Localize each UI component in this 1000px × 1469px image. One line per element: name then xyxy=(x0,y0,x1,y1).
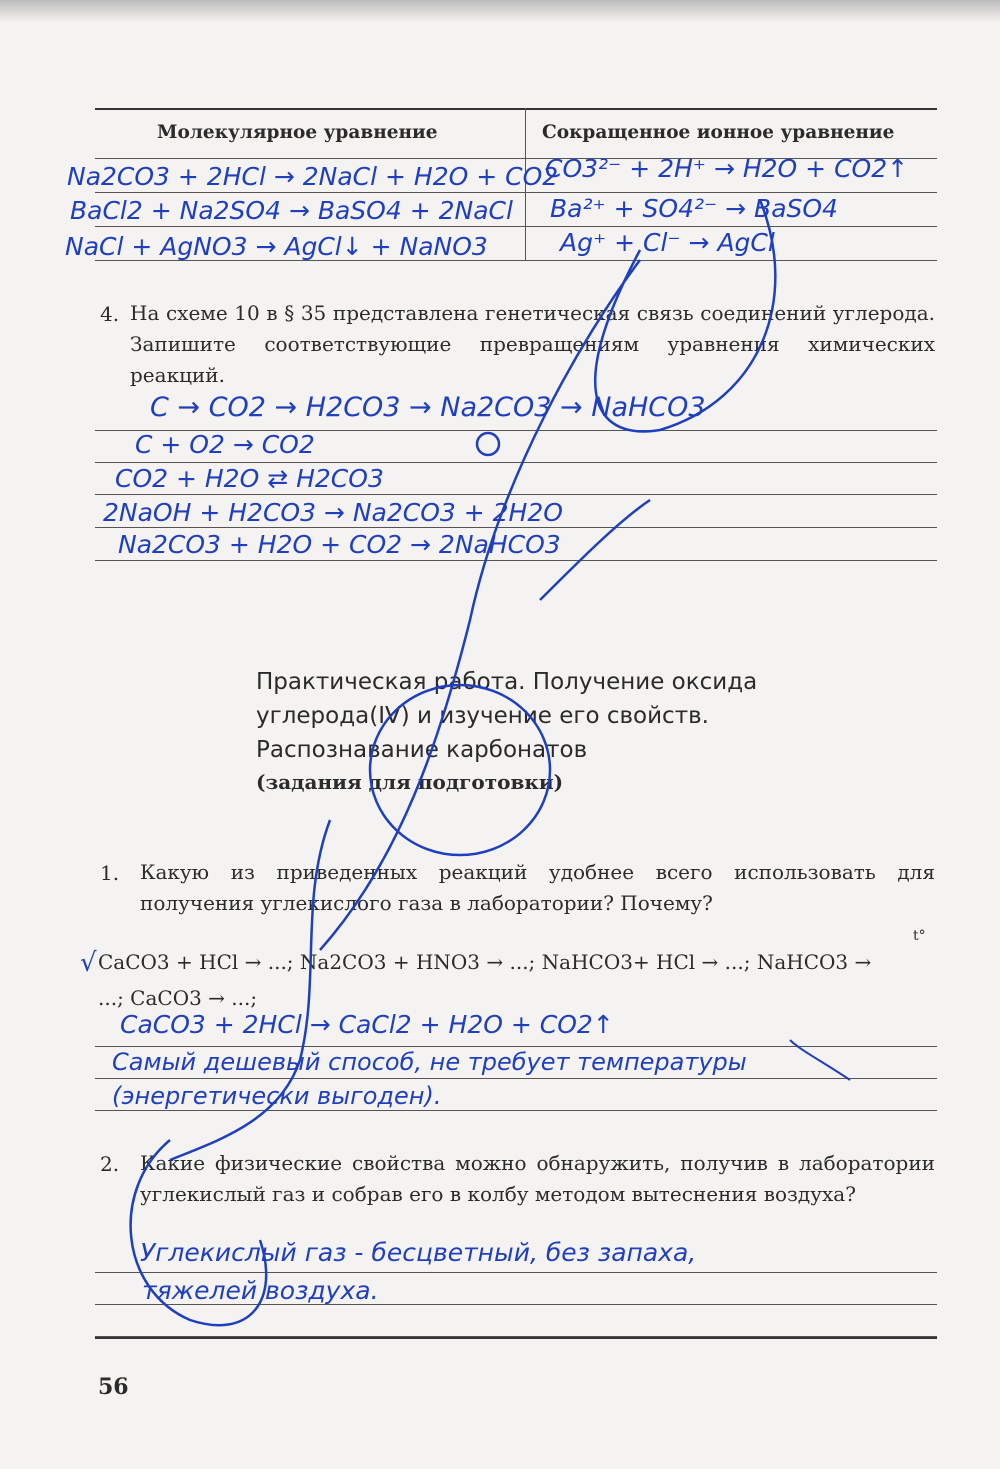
practical-title-line: углерода(IV) и изучение его свойств. xyxy=(256,703,709,729)
task-1-text: Какую из приведенных реакций удобнее всего использовать для получения углекислого газа в лаборатории? Почему? xyxy=(140,860,935,915)
temperature-label: t° xyxy=(913,928,926,944)
task-4-answer: C + O2 → CO2 xyxy=(135,430,315,459)
scribble-stroke xyxy=(595,200,775,431)
header-ionic: Сокращенное ионное уравнение xyxy=(542,122,895,143)
header-molecular: Молекулярное уравнение xyxy=(157,122,438,143)
bottom-rule xyxy=(95,1337,937,1339)
task-4-number: 4. xyxy=(100,302,120,326)
scribble-circle xyxy=(370,685,550,855)
reaction-list: CaCO3 + HCl → ...; Na2CO3 + HNO3 → ...; NaHCO3+ HCl → ...; NaHCO3 → xyxy=(98,950,872,974)
table-row-ionic: CO3²⁻ + 2H⁺ → H2O + CO2↑ xyxy=(545,154,909,183)
task-1-number: 1. xyxy=(100,861,120,885)
task-4-answer: C → CO2 → H2CO3 → Na2CO3 → NaHCO3 xyxy=(150,392,706,423)
task-2-answer: тяжелей воздуха. xyxy=(142,1276,379,1305)
scribble-stroke xyxy=(790,1040,850,1080)
table-row-molecular: BaCl2 + Na2SO4 → BaSO4 + 2NaCl xyxy=(70,196,513,225)
practical-title-line: Практическая работа. Получение оксида xyxy=(256,669,758,695)
table-row-ionic: Ag⁺ + Cl⁻ → AgCl xyxy=(560,228,775,257)
task-4-text: На схеме 10 в § 35 представлена генетическая связь соединений углерода. Запишите соответствующие превращениям уравнения химических реакций. xyxy=(130,301,935,387)
scribble-stroke xyxy=(320,260,640,950)
task-1-answer: (энергетически выгоден). xyxy=(112,1082,442,1110)
task-2-answer: Углекислый газ - бесцветный, без запаха, xyxy=(140,1238,697,1267)
scribble-stroke xyxy=(170,820,330,1160)
task-4-answer: CO2 + H2O ⇄ H2CO3 xyxy=(115,464,384,493)
scribble-stroke xyxy=(131,1140,267,1325)
reaction-list-cont: ...; CaCO3 → ...; xyxy=(98,986,258,1010)
practical-subtitle: (задания для подготовки) xyxy=(256,770,564,794)
task-1-answer: Самый дешевый способ, не требует температуры xyxy=(112,1048,747,1076)
practical-title-line: Распознавание карбонатов xyxy=(256,737,588,763)
table-row-ionic: Ba²⁺ + SO4²⁻ → BaSO4 xyxy=(550,194,838,223)
task-1-answer: CaCO3 + 2HCl → CaCl2 + H2O + CO2↑ xyxy=(120,1010,614,1039)
table-row-molecular: NaCl + AgNO3 → AgCl↓ + NaNO3 xyxy=(65,232,488,261)
task-2-text: Какие физические свойства можно обнаружить, получив в лаборатории углекислый газ и собрав его в колбу методом вытеснения воздуха? xyxy=(140,1151,935,1206)
table-row-molecular: Na2CO3 + 2HCl → 2NaCl + H2O + CO2 xyxy=(67,162,559,191)
task-4-answer: 2NaOH + H2CO3 → Na2CO3 + 2H2O xyxy=(103,498,563,527)
scribble-stroke xyxy=(540,500,650,600)
checkmark: √ xyxy=(80,948,97,978)
page-number: 56 xyxy=(98,1374,129,1400)
scribble-circle xyxy=(477,433,499,455)
task-4-answer: Na2CO3 + H2O + CO2 → 2NaHCO3 xyxy=(118,530,561,559)
task-2-number: 2. xyxy=(100,1152,120,1176)
